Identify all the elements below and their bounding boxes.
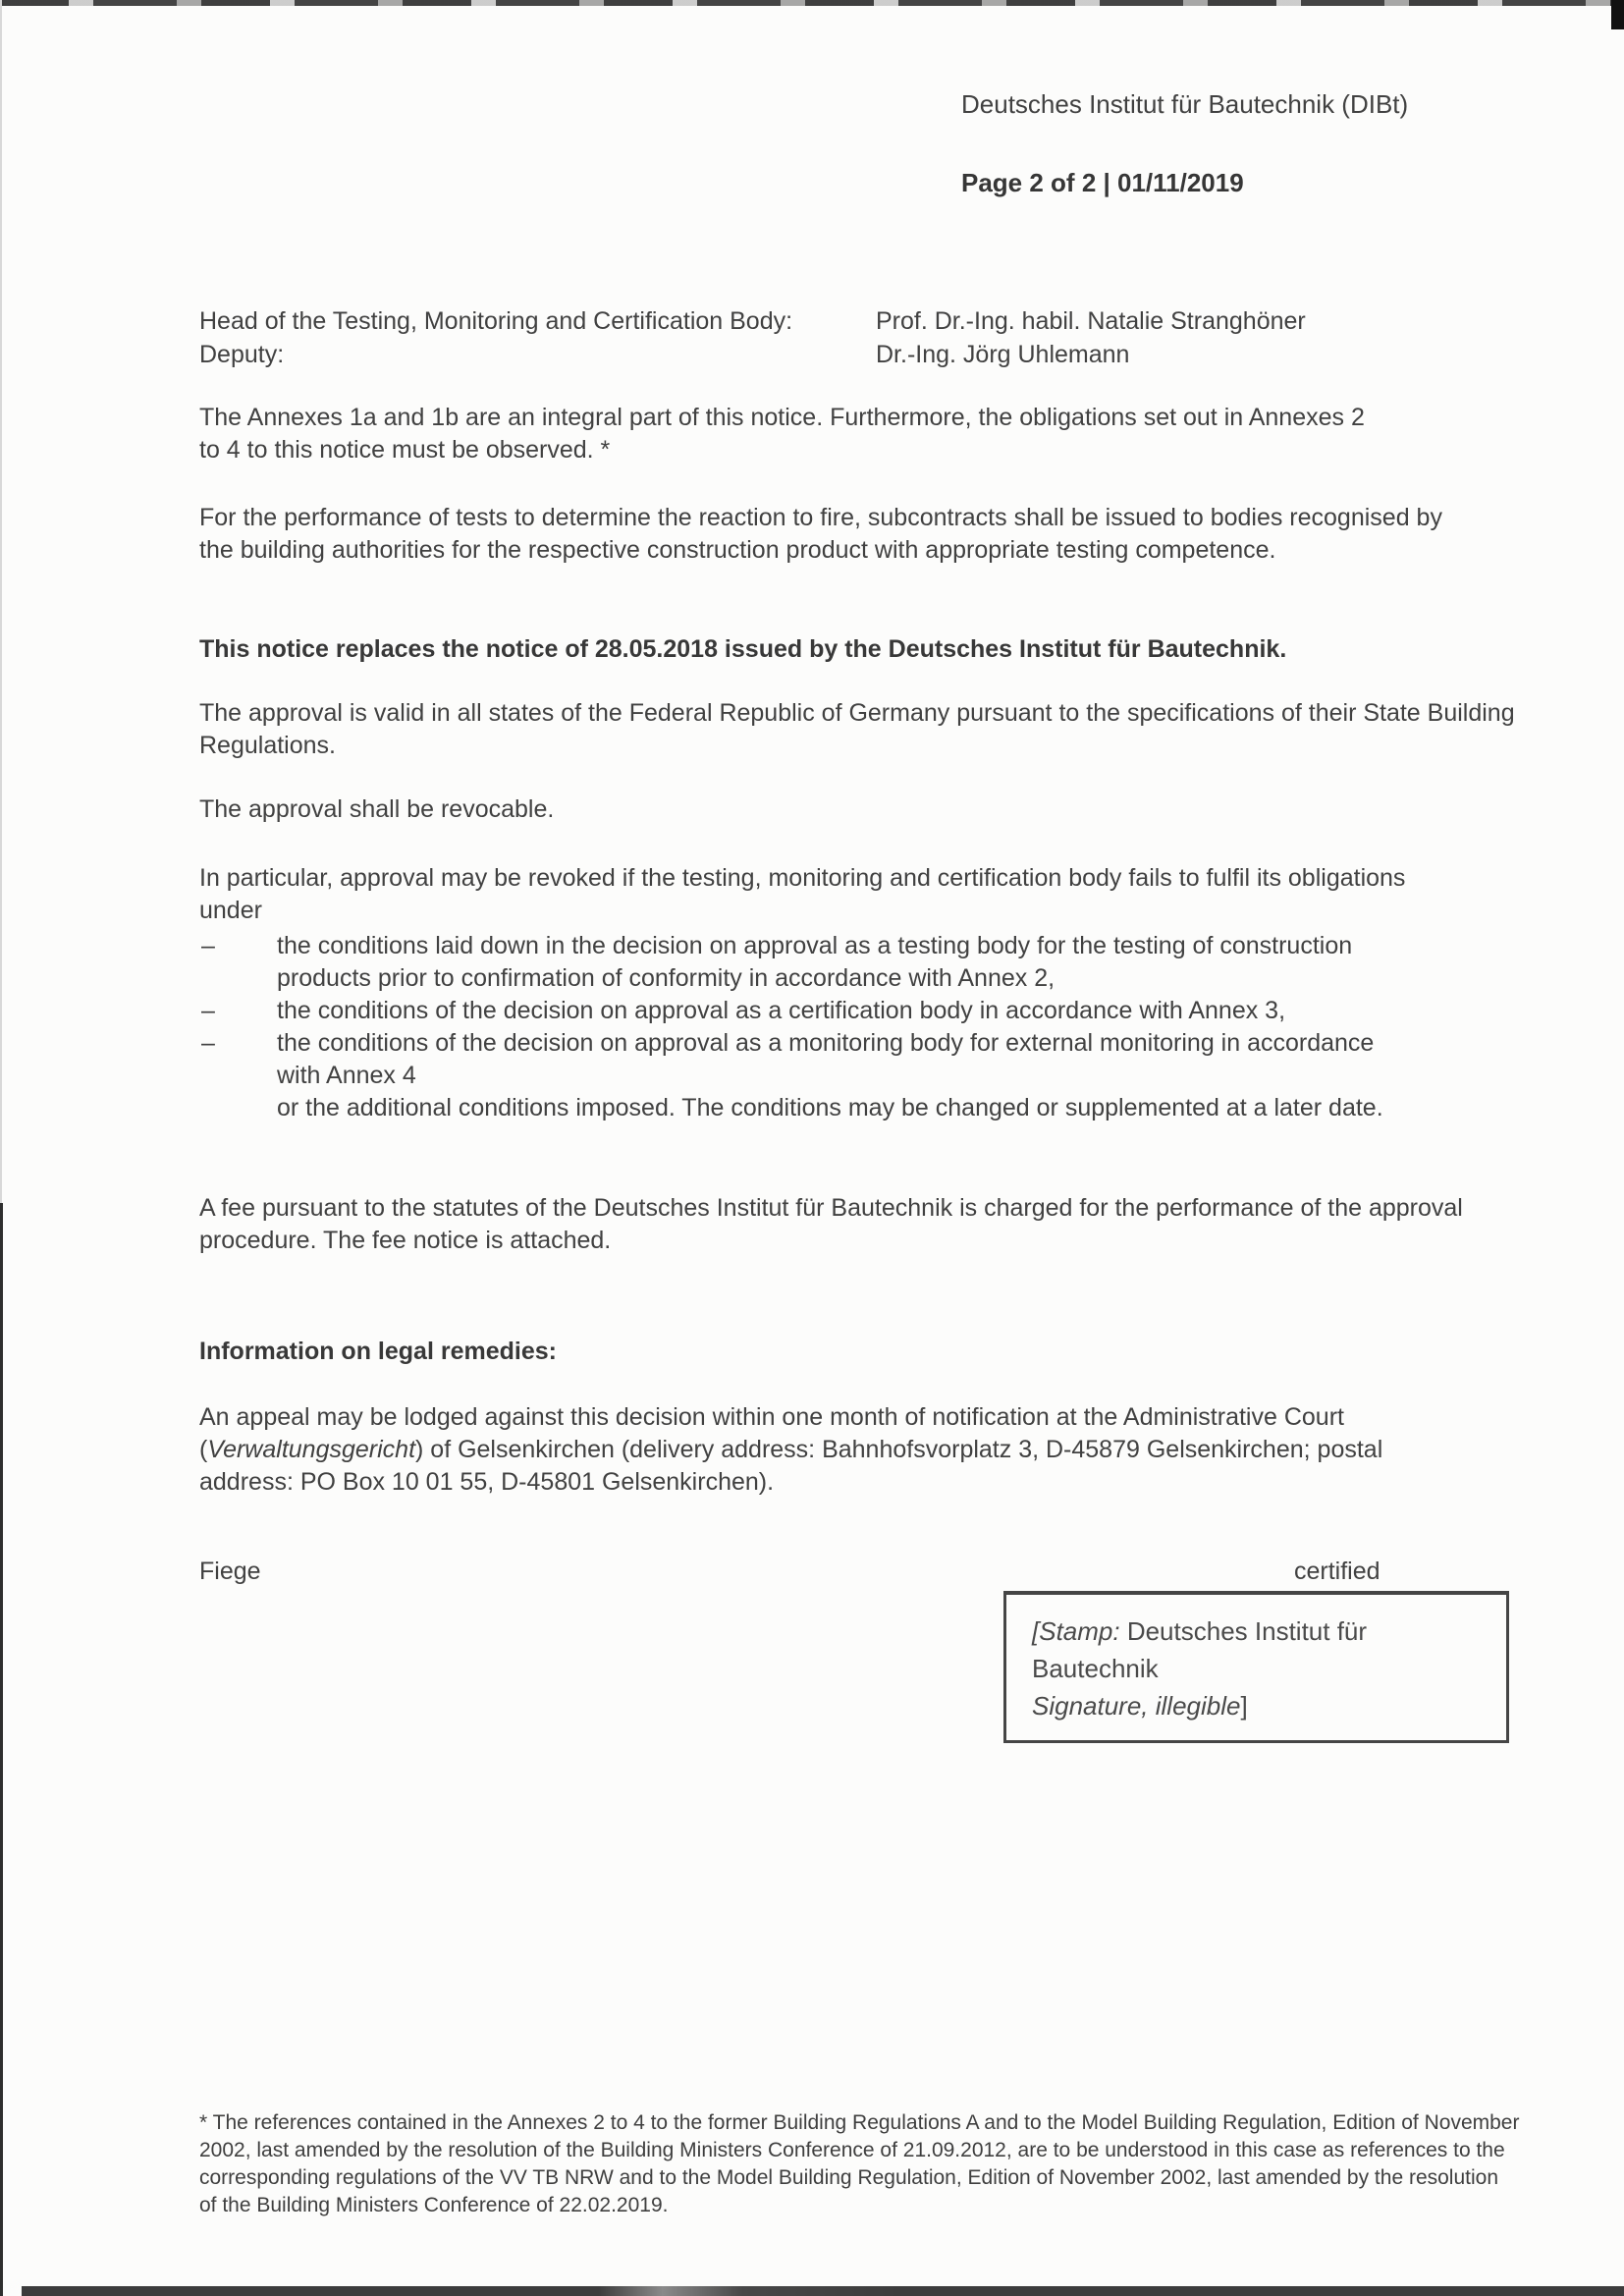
scan-artifact-top-edge [0, 0, 1624, 6]
conditions-list [201, 930, 1396, 1124]
scan-artifact-bottom-edge [22, 2286, 1624, 2296]
appeal-text-italic: Verwaltungsgericht [207, 1436, 416, 1463]
paragraph-fee: A fee pursuant to the statutes of the Deutsches Institut für Bautechnik is charged for the performance of the approval procedure. The fee notice is attached. [199, 1194, 1463, 1254]
page-info: Page 2 of 2 | 01/11/2019 [961, 168, 1244, 197]
officials-table [199, 304, 1526, 371]
appeal-text-part2: ) of Gelsenkirchen (delivery address: Bahnhofsvorplatz 3, D-45879 Gelsenkirchen; postal address: PO Box 10 01 55, D-45801 Gelsenkirchen). [199, 1436, 1383, 1496]
scan-artifact-left-edge-faint [0, 0, 2, 1203]
paragraph-notice-replaces: This notice replaces the notice of 28.05.2018 issued by the Deutsches Institut für Bautechnik. [199, 635, 1287, 663]
appeal-text-part1: An appeal may be lodged against this decision within one month of notification at the Administrative Court ( [199, 1403, 1344, 1463]
stamp-open: [Stamp: [1032, 1616, 1120, 1646]
stamp-signature-note: Signature, illegible [1032, 1691, 1241, 1721]
dash-marker: – [201, 932, 215, 959]
list-item-text: the conditions laid down in the decision on approval as a testing body for the testing of construction products prior to confirmation of conformity in accordance with Annex 2, [277, 932, 1353, 992]
list-item [201, 995, 1396, 1027]
deputy-label: Deputy: [199, 341, 285, 368]
scan-artifact-corner-mark [1611, 0, 1624, 29]
paragraph-appeal [199, 1401, 1417, 1499]
stamp-org-part1: Deutsches Institut für [1119, 1616, 1368, 1646]
stamp-box [1003, 1591, 1509, 1743]
paragraph-approval-valid: The approval is valid in all states of the Federal Republic of Germany pursuant to the specifications of their State Building Regulations. [199, 699, 1515, 759]
stamp-line-3 [1032, 1687, 1481, 1724]
scan-artifact-left-edge-line [0, 1203, 3, 2296]
list-continuation [201, 1092, 1396, 1124]
list-item [201, 930, 1396, 995]
signer-name: Fiege [199, 1558, 261, 1585]
paragraph-annexes: The Annexes 1a and 1b are an integral part of this notice. Furthermore, the obligations set out in Annexes 2 to 4 to this notice must be observed. * [199, 404, 1365, 464]
head-of-body-value: Prof. Dr.-Ing. habil. Natalie Stranghöner [876, 307, 1306, 335]
list-item [201, 1027, 1396, 1092]
legal-remedies-heading: Information on legal remedies: [199, 1338, 557, 1365]
dash-marker: – [201, 1029, 215, 1057]
org-name: Deutsches Institut für Bautechnik (DIBt) [961, 89, 1409, 119]
stamp-line-1 [1032, 1613, 1481, 1650]
stamp-close: ] [1240, 1691, 1248, 1721]
deputy-value: Dr.-Ing. Jörg Uhlemann [876, 341, 1130, 368]
list-item-text: the conditions of the decision on approval as a monitoring body for external monitoring in accordance with Annex 4 [277, 1029, 1375, 1089]
stamp-line-2: Bautechnik [1032, 1654, 1159, 1683]
certified-label: certified [1294, 1558, 1380, 1585]
dash-marker: – [201, 997, 215, 1024]
paragraph-in-particular: In particular, approval may be revoked if the testing, monitoring and certification body fails to fulfil its obligations under [199, 864, 1406, 924]
list-continuation-text: or the additional conditions imposed. The conditions may be changed or supplemented at a later date. [277, 1094, 1383, 1121]
paragraph-fire-tests: For the performance of tests to determine the reaction to fire, subcontracts shall be issued to bodies recognised by the building authorities for the respective construction product with appropriate testing competence. [199, 504, 1442, 564]
list-item-text: the conditions of the decision on approval as a certification body in accordance with Annex 3, [277, 997, 1286, 1024]
footnote: * The references contained in the Annexes 2 to 4 to the former Building Regulations A and to the Model Building Regulation, Edition of November 2002, last amended by the resolution of the Building Ministers Conference of 21.09.2012, are to be understood in this case as references to the corresponding regulations of the VV TB NRW and to the Model Building Regulation, Edition of November 2002, last amended by the resolution of the Building Ministers Conference of 22.02.2019. [199, 2111, 1520, 2216]
empty-marker [201, 1092, 277, 1124]
head-of-body-label: Head of the Testing, Monitoring and Certification Body: [199, 307, 793, 335]
paragraph-approval-revocable: The approval shall be revocable. [199, 795, 555, 823]
